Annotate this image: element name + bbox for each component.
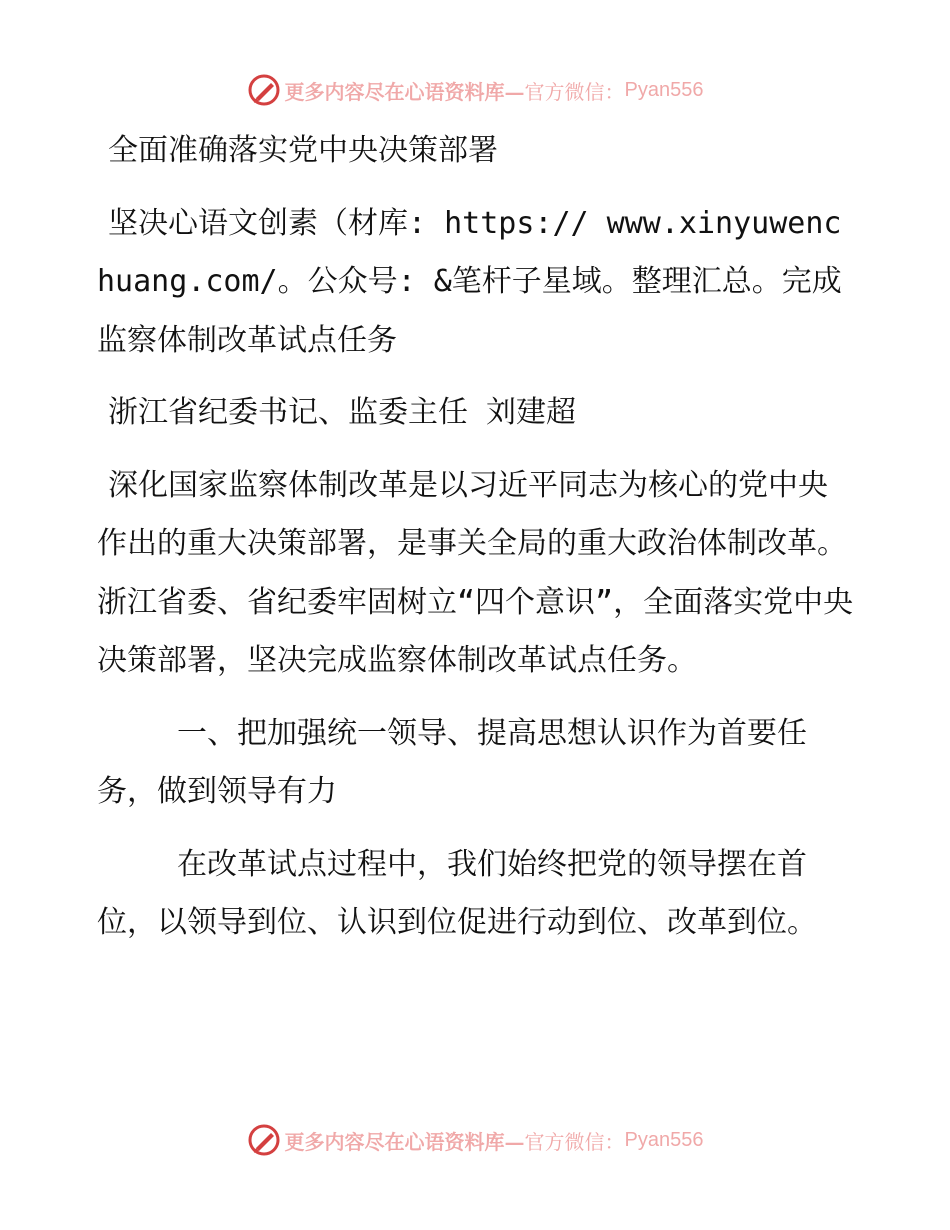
watermark-contact-id: Pyan556	[624, 78, 704, 101]
pen-logo-icon	[247, 1123, 281, 1157]
footer-watermark	[0, 1120, 950, 1160]
header-watermark	[0, 70, 950, 110]
document-title: 全面准确落实党中央决策部署	[108, 133, 498, 168]
body-paragraph: 深化国家监察体制改革是以习近平同志为核心的党中央作出的重大决策部署，是事关全局的重大政治体制改革。浙江省委、省纪委牢固树立“四个意识”，全面落实党中央决策部署，坚决完成监察体制改革试点任务。	[97, 467, 854, 678]
body-paragraph: 在改革试点过程中，我们始终把党的领导摆在首位，以领导到位、认识到位促进行动到位、改革到位。	[97, 846, 817, 940]
section-heading: 一、把加强统一领导、提高思想认识作为首要任务，做到领导有力	[97, 715, 807, 809]
watermark-contact-label: 官方微信：	[524, 1129, 625, 1154]
source-line: 坚决心语文创素（材库: https:// www.xinyuwenchuang.com/。公众号: &笔杆子星域。整理汇总。完成监察体制改革试点任务	[97, 205, 842, 358]
author-line: 浙江省纪委书记、监委主任 刘建超	[108, 395, 577, 430]
watermark-contact-label: 官方微信：	[524, 79, 625, 104]
watermark-text: 更多内容尽在心语资料库—	[284, 79, 525, 104]
watermark-contact-id: Pyan556	[624, 1128, 704, 1151]
watermark-text: 更多内容尽在心语资料库—	[284, 1129, 525, 1154]
pen-logo-icon	[247, 73, 281, 107]
document-body	[97, 122, 857, 967]
